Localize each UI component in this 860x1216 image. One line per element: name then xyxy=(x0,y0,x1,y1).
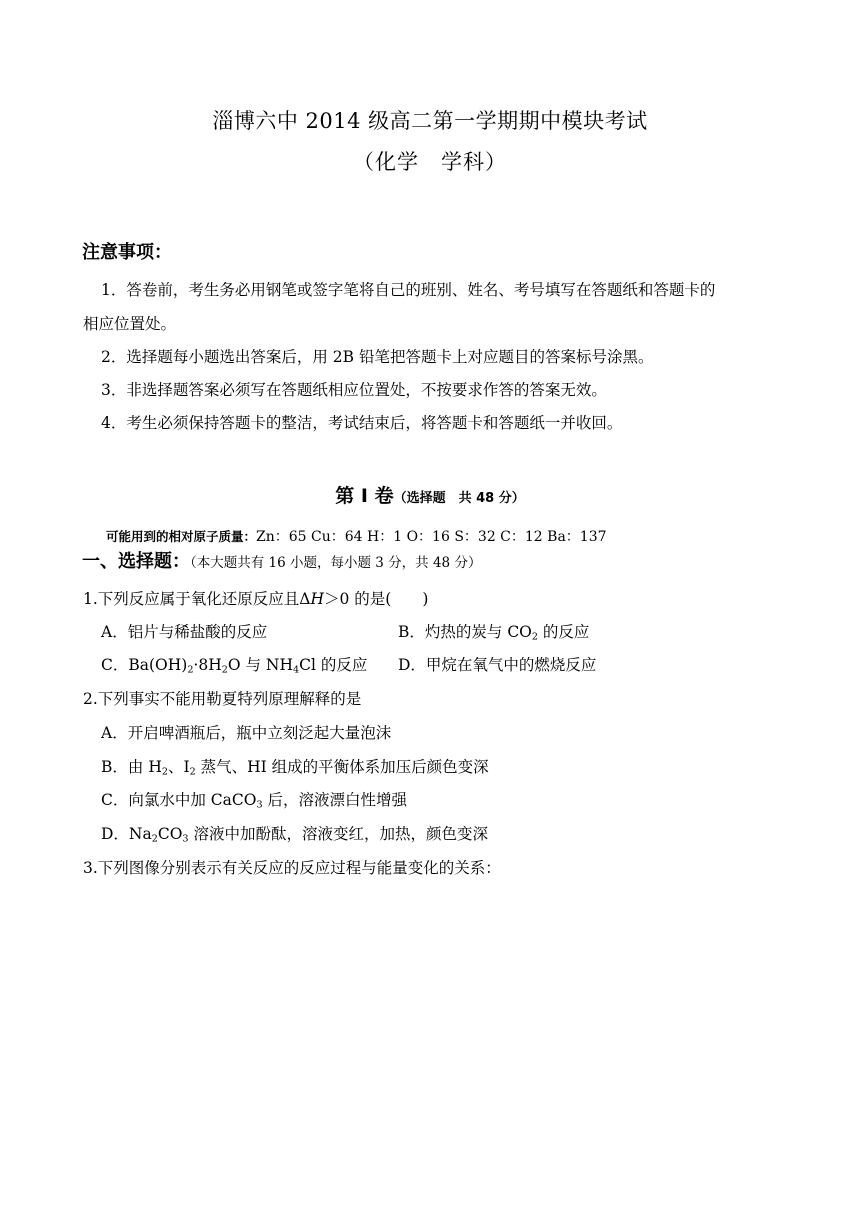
q2c-part1: C．向氯水中加 CaCO xyxy=(101,791,257,809)
atomic-masses-label: 可能用到的相对原子质量： xyxy=(106,529,257,544)
exam-subject: （化学 学科） xyxy=(353,150,507,174)
exam-title: 淄博六中 2014 级高二第一学期期中模块考试 xyxy=(212,109,648,133)
question-1-stem-end: ＞0 的是( ) xyxy=(324,590,429,608)
question-2-option-c xyxy=(101,793,407,809)
question-2-option-b xyxy=(101,760,489,776)
q2c-sub1: 3 xyxy=(256,799,263,811)
q1b-text: B．灼热的炭与 CO xyxy=(398,623,532,641)
note-item-3: 3．非选择题答案必须写在答题纸相应位置处，不按要求作答的答案无效。 xyxy=(101,381,607,399)
q2b-sub2: 2 xyxy=(189,766,196,778)
question-3-stem: 3.下列图像分别表示有关反应的反应过程与能量变化的关系： xyxy=(83,859,501,877)
section-title xyxy=(0,487,860,506)
notes-heading: 注意事项： xyxy=(82,242,172,263)
question-2-stem: 2.下列事实不能用勒夏特列原理解释的是 xyxy=(83,690,362,708)
question-1-stem-text: 1.下列反应属于氧化还原反应且Δ xyxy=(83,590,311,608)
question-1-stem xyxy=(83,592,428,608)
q1c-part1: C．Ba(OH) xyxy=(101,656,188,674)
question-2-option-a: A．开启啤酒瓶后，瓶中立刻泛起大量泡沫 xyxy=(101,724,392,742)
question-1-option-d: D．甲烷在氧气中的燃烧反应 xyxy=(398,656,597,674)
note-item-2: 2．选择题每小题选出答案后，用 2B 铅笔把答题卡上对应题目的答案标号涂黑。 xyxy=(101,348,654,366)
q2d-sub2: 3 xyxy=(182,833,189,845)
q2d-part2: CO xyxy=(157,825,183,843)
q2d-sub1: 2 xyxy=(151,833,158,845)
enthalpy-variable: H xyxy=(310,590,325,608)
q1c-part2: ·8H xyxy=(193,656,222,674)
section-title-note: （选择题 共 48 分） xyxy=(393,491,525,506)
q1c-sub3: 4 xyxy=(293,664,300,676)
part-title-note: （本大题共有 16 小题，每小题 3 分，共 48 分） xyxy=(190,555,482,571)
q2d-part3: 溶液中加酚酞，溶液变红，加热，颜色变深 xyxy=(188,825,488,843)
question-1-option-b xyxy=(398,625,589,641)
q1c-part4: Cl 的反应 xyxy=(299,656,368,674)
q2b-part1: B．由 H xyxy=(101,758,162,776)
q2b-part2: 、I xyxy=(167,758,190,776)
atomic-masses-values: Zn：65 Cu：64 H：1 O：16 S：32 C：12 Ba：137 xyxy=(256,529,607,545)
q2d-part1: D．Na xyxy=(101,825,152,843)
note-item-4: 4．考生必须保持答题卡的整洁，考试结束后，将答题卡和答题纸一并收回。 xyxy=(101,414,623,432)
q1c-sub1: 2 xyxy=(187,664,194,676)
q2b-sub1: 2 xyxy=(161,766,168,778)
note-item-1: 1．答卷前，考生务必用钢笔或签字笔将自己的班别、姓名、考号填写在答题纸和答题卡的 xyxy=(101,281,716,299)
q2b-part3: 蒸气、HI 组成的平衡体系加压后颜色变深 xyxy=(195,758,489,776)
q1b-sub: 2 xyxy=(531,631,538,643)
q1b-end: 的反应 xyxy=(538,623,590,641)
part-title-main: 一、选择题： xyxy=(82,551,190,572)
question-1-option-a: A．铝片与稀盐酸的反应 xyxy=(101,623,268,641)
question-1-option-c xyxy=(101,658,367,674)
question-2-option-d xyxy=(101,827,488,843)
section-title-main: 第 Ⅰ 卷 xyxy=(335,485,394,507)
note-item-1-cont: 相应位置处。 xyxy=(83,315,177,333)
atomic-masses xyxy=(106,530,607,544)
part-title xyxy=(82,553,481,571)
q1c-part3: O 与 NH xyxy=(227,656,293,674)
q2c-part2: 后，溶液漂白性增强 xyxy=(262,791,408,809)
q1c-sub2: 2 xyxy=(221,664,228,676)
